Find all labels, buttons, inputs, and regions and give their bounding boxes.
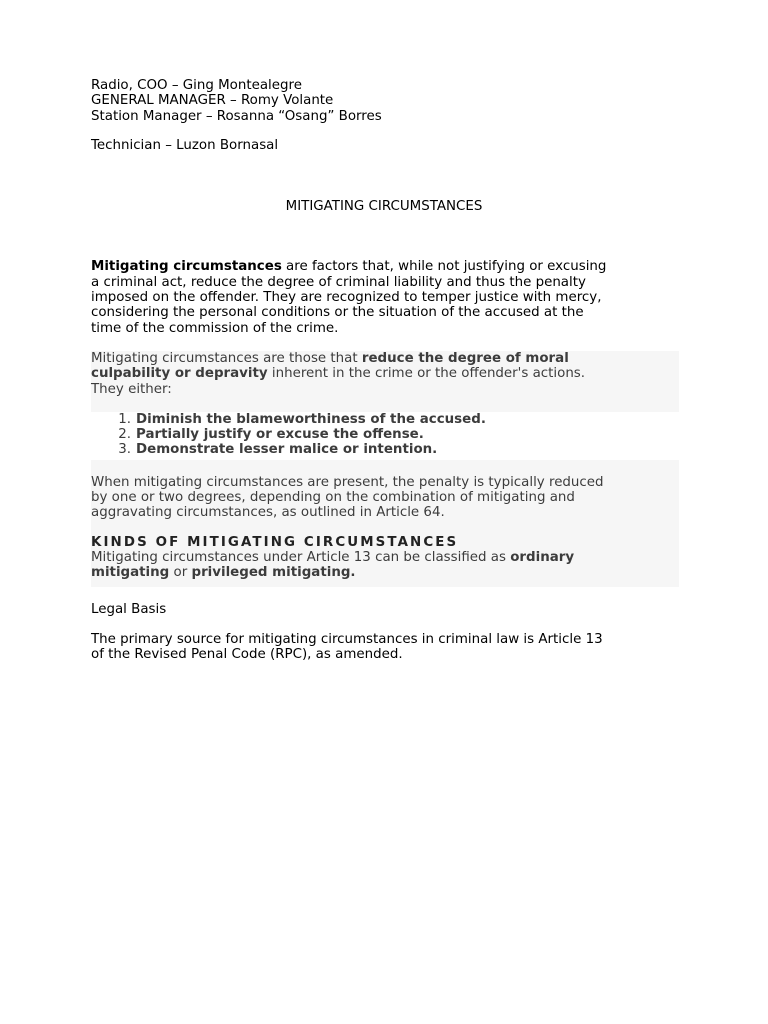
definition-bold-2: culpability or depravity (91, 366, 268, 382)
definition-bold-1: reduce the degree of moral (361, 350, 569, 366)
definition-line-2 (91, 366, 679, 381)
penalty-line-1: When mitigating circumstances are present, the penalty is typically reduced (91, 474, 604, 490)
intro-line-1-rest: are factors that, while not justifying or excusing (281, 259, 607, 275)
document-page (91, 78, 681, 662)
staff-general-manager: GENERAL MANAGER – Romy Volante (91, 93, 334, 109)
kinds-prefix: Mitigating circumstances under Article 13 can be classified as (91, 549, 511, 565)
kinds-bold-3: privileged mitigating. (191, 565, 356, 581)
penalty-line-2: by one or two degrees, depending on the combination of mitigating and (91, 490, 575, 506)
legal-line-2: of the Revised Penal Code (RPC), as amended. (91, 647, 403, 663)
list-text: Demonstrate lesser malice or intention. (136, 442, 438, 458)
staff-station-manager: Station Manager – Rosanna “Osang” Borres (91, 108, 382, 124)
legal-basis-paragraph (91, 632, 681, 663)
intro-line-3: imposed on the offender. They are recognized to temper justice with mercy, (91, 290, 602, 306)
list-number: 1. (118, 411, 131, 427)
legal-basis-heading: Legal Basis (91, 601, 167, 617)
intro-line-2: a criminal act, reduce the degree of criminal liability and thus the penalty (91, 274, 586, 290)
intro-line-5: time of the commission of the crime. (91, 320, 339, 336)
kinds-line-2 (91, 565, 679, 580)
list-text: Diminish the blameworthiness of the accused. (136, 411, 486, 427)
legal-line-1: The primary source for mitigating circumstances in criminal law is Article 13 (91, 631, 603, 647)
definition-line-3: They either: (91, 381, 172, 397)
list-item (91, 427, 679, 442)
intro-line-1 (91, 259, 681, 274)
list-number: 2. (118, 427, 131, 443)
list-number: 3. (118, 442, 131, 458)
document-title: MITIGATING CIRCUMSTANCES (285, 199, 483, 215)
kinds-bold-2: mitigating (91, 565, 170, 581)
shaded-section (91, 351, 679, 587)
intro-line-4: considering the personal conditions or the situation of the accused at the (91, 305, 584, 321)
definition-suffix: inherent in the crime or the offender's actions. (267, 366, 586, 382)
intro-paragraph (91, 259, 681, 335)
criteria-list (91, 412, 679, 460)
kinds-line-1 (91, 550, 679, 565)
staff-coo: Radio, COO – Ging Montealegre (91, 78, 302, 93)
staff-technician: Technician – Luzon Bornasal (91, 137, 279, 153)
intro-bold-term: Mitigating circumstances (91, 259, 282, 275)
penalty-line-3: aggravating circumstances, as outlined in Article 64. (91, 505, 445, 521)
kinds-bold-1: ordinary (510, 549, 575, 565)
list-text: Partially justify or excuse the offense. (136, 427, 424, 443)
list-item (91, 412, 679, 427)
definition-prefix: Mitigating circumstances are those that (91, 350, 362, 366)
list-item (91, 442, 679, 457)
kinds-middle: or (169, 565, 192, 581)
kinds-heading: KINDS OF MITIGATING CIRCUMSTANCES (91, 534, 459, 550)
definition-line-1 (91, 351, 679, 366)
